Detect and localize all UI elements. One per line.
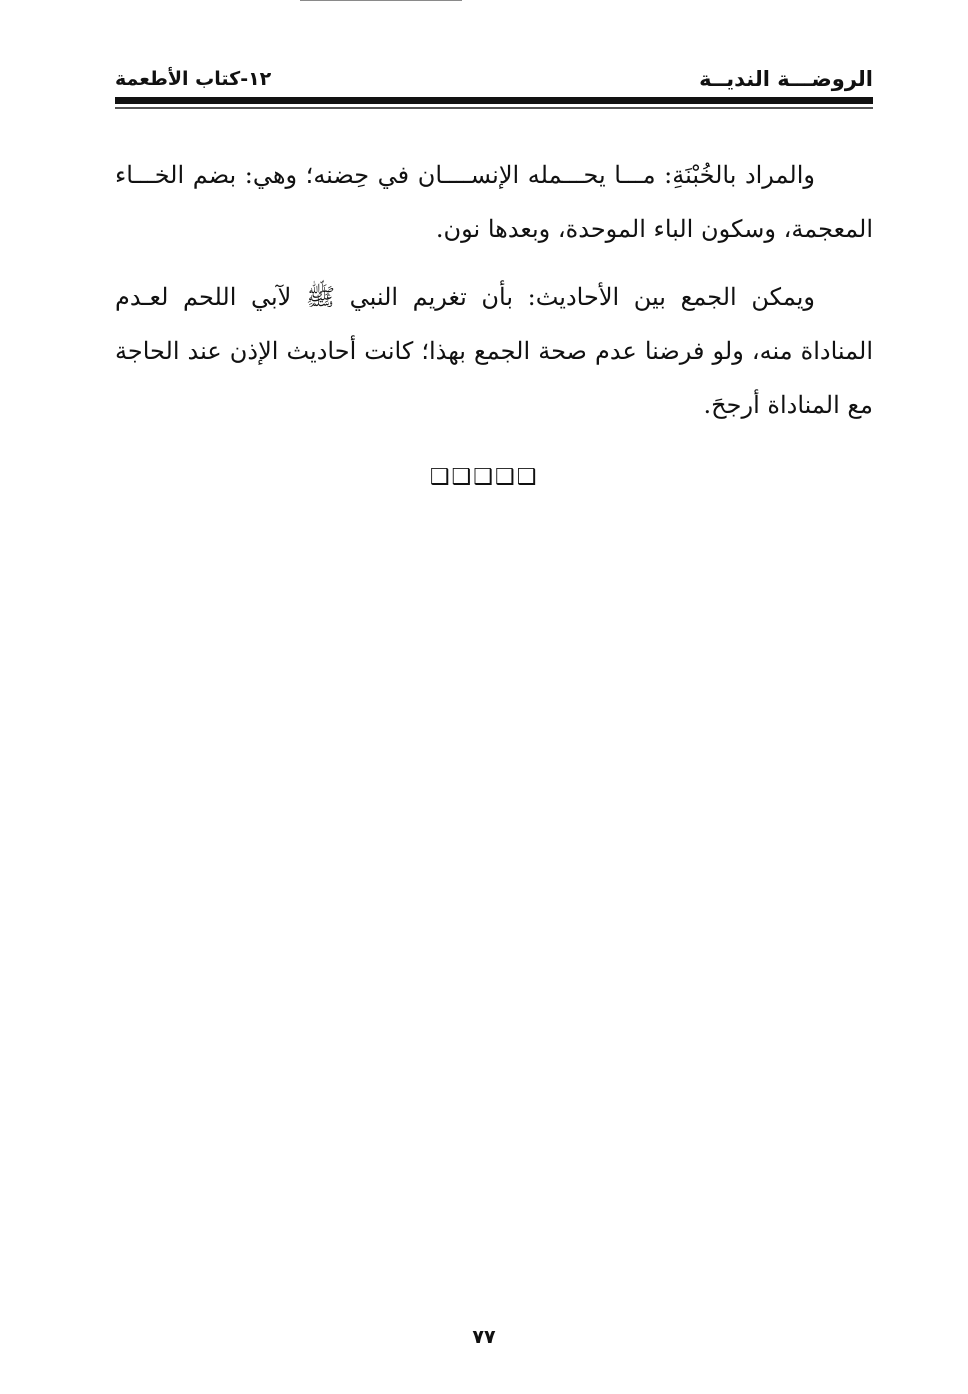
section-separator: ❑❑❑❑❑ [429, 465, 539, 490]
paragraph-khubna: والمراد بالخُبْنَةِ: مـــا يحـــمله الإنســــان في حِضنه؛ وهي: بضم الخـــاء المعجمة، وسكون الباء الموحدة، وبعدها نون. [115, 161, 873, 243]
book-title: الروضـــة النديــة [699, 67, 873, 91]
top-edge-rule [300, 0, 462, 1]
body-text [115, 148, 873, 442]
page-number: ٧٧ [472, 1326, 496, 1348]
header-rule [115, 97, 873, 104]
header-rule-secondary [115, 107, 873, 109]
chapter-title: ١٢-كتاب الأطعمة [115, 68, 272, 90]
paragraph-reconciliation: ويمكن الجمع بين الأحاديث: بأن تغريم النبي ﷺ لآبي اللحم لعـدم المناداة منه، ولو فرضنا عدم صحة الجمع بهذا؛ كانت أحاديث الإذن عند الحاجة مع المناداة أرجحَ. [115, 283, 873, 419]
page-header [115, 64, 873, 100]
